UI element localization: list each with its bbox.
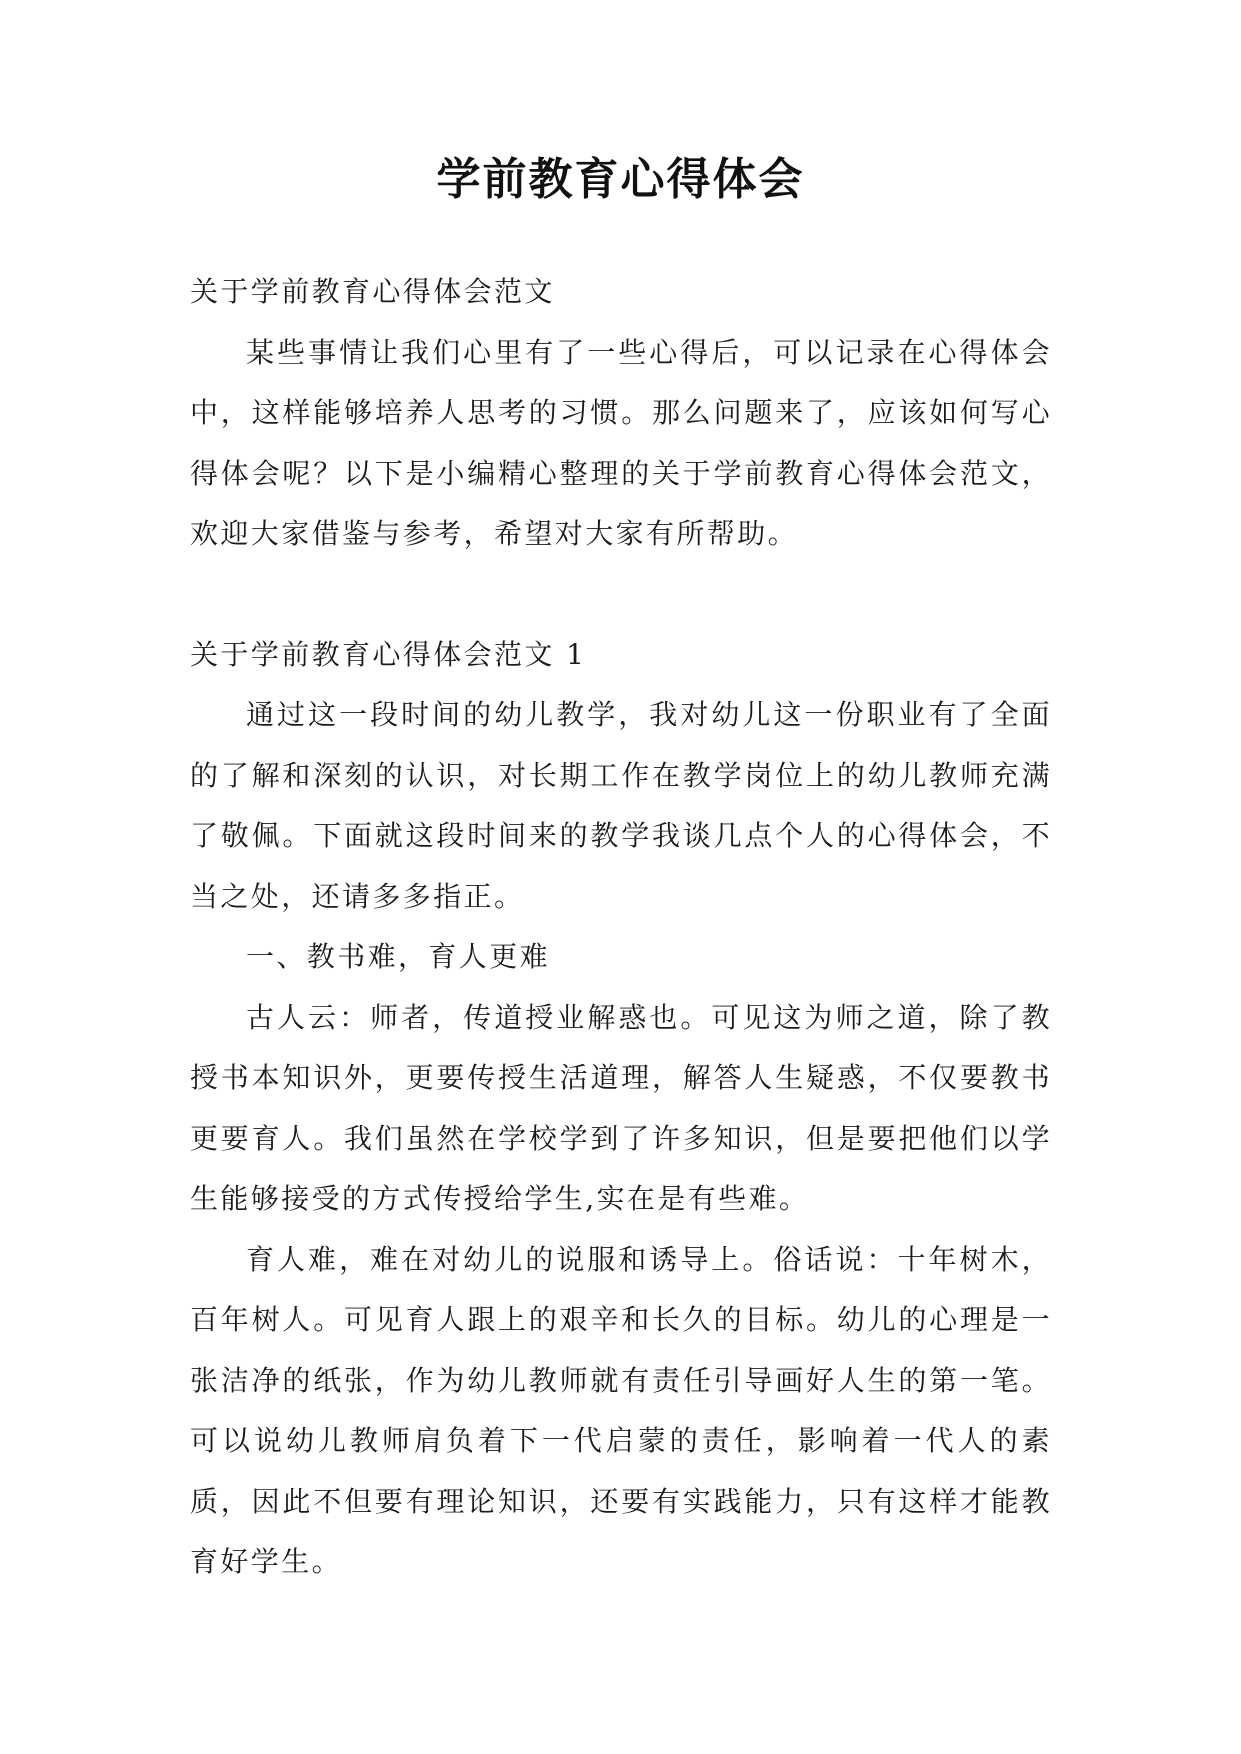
intro-heading: 关于学前教育心得体会范文 xyxy=(190,275,555,308)
document-title: 学前教育心得体会 xyxy=(436,154,805,205)
subheading: 一、教书难，育人更难 xyxy=(246,940,551,973)
paragraph: 育人难，难在对幼儿的说服和诱导上。俗话说：十年树木，百年树人。可见育人跟上的艰辛和长久的目标。幼儿的心理是一张洁净的纸张，作为幼儿教师就有责任引导画好人生的第一笔。可以说幼儿教师肩负着下一代启蒙的责任，影响着一代人的素质，因此不但要有理论知识，还要有实践能力，只有这样才能教育好学生。 xyxy=(190,1242,1052,1578)
paragraph: 通过这一段时间的幼儿教学，我对幼儿这一份职业有了全面的了解和深刻的认识，对长期工作在教学岗位上的幼儿教师充满了敬佩。下面就这段时间来的教学我谈几点个人的心得体会，不当之处，还请多多指正。 xyxy=(190,698,1052,913)
paragraph: 古人云：师者，传道授业解惑也。可见这为师之道，除了教授书本知识外，更要传授生活道理，解答人生疑惑，不仅要教书更要育人。我们虽然在学校学到了许多知识，但是要把他们以学生能够接受的方式传授给学生,实在是有些难。 xyxy=(190,1000,1052,1215)
section-heading: 关于学前教育心得体会范文 1 xyxy=(190,637,587,671)
document-body xyxy=(190,262,1052,1593)
intro-paragraph: 某些事情让我们心里有了一些心得后，可以记录在心得体会中，这样能够培养人思考的习惯。那么问题来了，应该如何写心得体会呢？以下是小编精心整理的关于学前教育心得体会范文，欢迎大家借鉴与参考，希望对大家有所帮助。 xyxy=(190,335,1052,550)
